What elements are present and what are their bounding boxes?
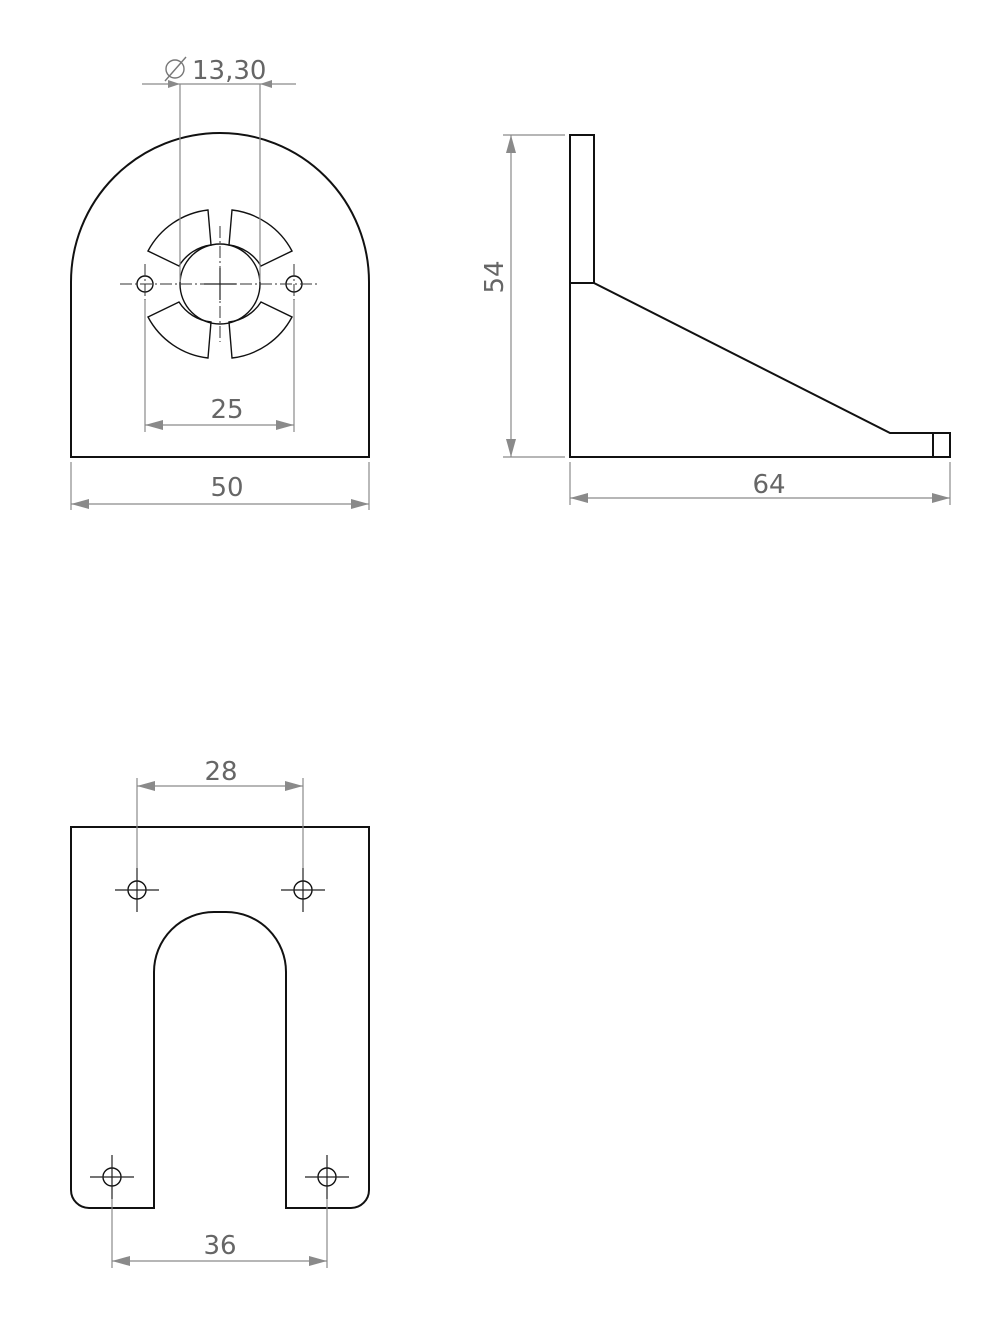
bore-diameter-value: 13,30 [192, 56, 267, 86]
overall-width-value: 50 [210, 473, 244, 503]
hole-lower-right [305, 1155, 349, 1199]
slot-bottom-right [229, 302, 292, 358]
depth-value: 64 [752, 470, 786, 500]
base-plate-outline [71, 827, 369, 1208]
top-view [71, 757, 369, 1268]
diameter-symbol-icon [165, 57, 186, 81]
side-outline [570, 135, 933, 457]
side-view [480, 135, 950, 505]
hole-lower-left [90, 1155, 134, 1199]
dimension-bore-diameter [142, 56, 296, 282]
hole-upper-right [281, 868, 325, 912]
dimension-height [480, 135, 565, 457]
dimension-upper-hole-spacing [137, 757, 303, 868]
dimension-hole-spacing [145, 300, 294, 432]
height-value: 54 [480, 260, 510, 294]
dimension-depth [570, 462, 950, 505]
dimension-lower-hole-spacing [112, 1199, 327, 1268]
hole-spacing-value: 25 [210, 395, 244, 425]
upper-hole-spacing-value: 28 [204, 757, 238, 787]
dimension-overall-width [71, 462, 369, 510]
slot-bottom-left [148, 302, 211, 358]
lower-hole-spacing-value: 36 [203, 1231, 237, 1261]
foot-tab [933, 433, 950, 457]
front-view [71, 56, 369, 510]
hole-upper-left [115, 868, 159, 912]
